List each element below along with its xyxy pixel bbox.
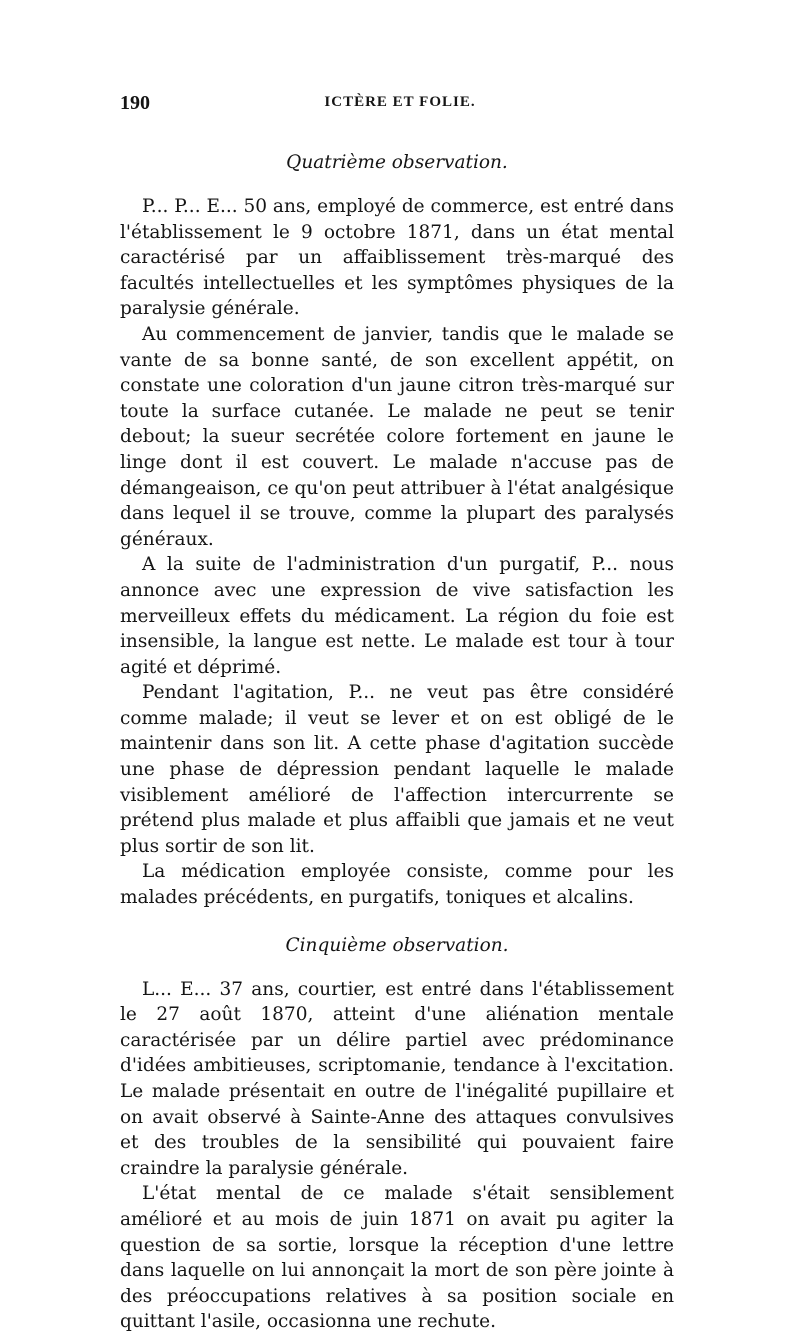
text-block bbox=[120, 150, 674, 1335]
paragraph: Pendant l'agitation, P... ne veut pas être considéré comme malade; il veut se lever et on est obligé de le maintenir dans son lit. A cette phase d'agitation succède une phase de dépression pendant laquelle le malade visiblement amélioré de l'affection intercurrente se prétend plus malade et plus affaibli que jamais et ne veut plus sortir de son lit. bbox=[120, 682, 674, 857]
section-heading-quatrieme: Quatrième observation. bbox=[286, 152, 508, 173]
paragraph: L... E... 37 ans, courtier, est entré dans l'établissement le 27 août 1870, atteint d'une aliénation mentale caractérisée par un délire partiel avec prédominance d'idées ambitieuses, scriptomanie, tendance à l'excitation. Le malade présentait en outre de l'inégalité pupillaire et on avait observé à Sainte-Anne des attaques convulsives et des troubles de la sensibilité qui pouvaient faire craindre la paralysie générale. bbox=[120, 978, 674, 1179]
paragraph: P... P... E... 50 ans, employé de commerce, est entré dans l'établissement le 9 octobre 1871, dans un état mental caractérisé par un affaiblissement très-marqué des facultés intellectuelles et les symptômes physiques de la paralysie générale. bbox=[120, 196, 674, 320]
section-heading-cinquieme: Cinquième observation. bbox=[285, 934, 509, 956]
running-head bbox=[120, 92, 680, 118]
running-title: ICTÈRE ET FOLIE. bbox=[324, 94, 476, 110]
paragraph: La médication employée consiste, comme pour les malades précédents, en purgatifs, toniques et alcalins. bbox=[120, 861, 674, 909]
paragraph: A la suite de l'administration d'un purgatif, P... nous annonce avec une expression de vive satisfaction les merveilleux effets du médicament. La région du foie est insensible, la langue est nette. Le malade est tour à tour agité et déprimé. bbox=[120, 554, 674, 678]
paragraph: L'état mental de ce malade s'était sensiblement amélioré et au mois de juin 1871 on avait pu agiter la question de sa sortie, lorsque la réception d'une lettre dans laquelle on lui annonçait la mort de son père jointe à des préoccupations relatives à sa position sociale en quittant l'asile, occasionna une rechute. bbox=[120, 1183, 674, 1333]
paragraph: Au commencement de janvier, tandis que le malade se vante de sa bonne santé, de son excellent appétit, on constate une coloration d'un jaune citron très-marqué sur toute la surface cutanée. Le malade ne peut se tenir debout; la sueur secrétée colore fortement en jaune le linge dont il est couvert. Le malade n'accuse pas de démangeaison, ce qu'on peut attribuer à l'état analgésique dans lequel il se trouve, comme la plupart des paralysés généraux. bbox=[120, 323, 674, 550]
page-number: 190 bbox=[120, 92, 150, 114]
